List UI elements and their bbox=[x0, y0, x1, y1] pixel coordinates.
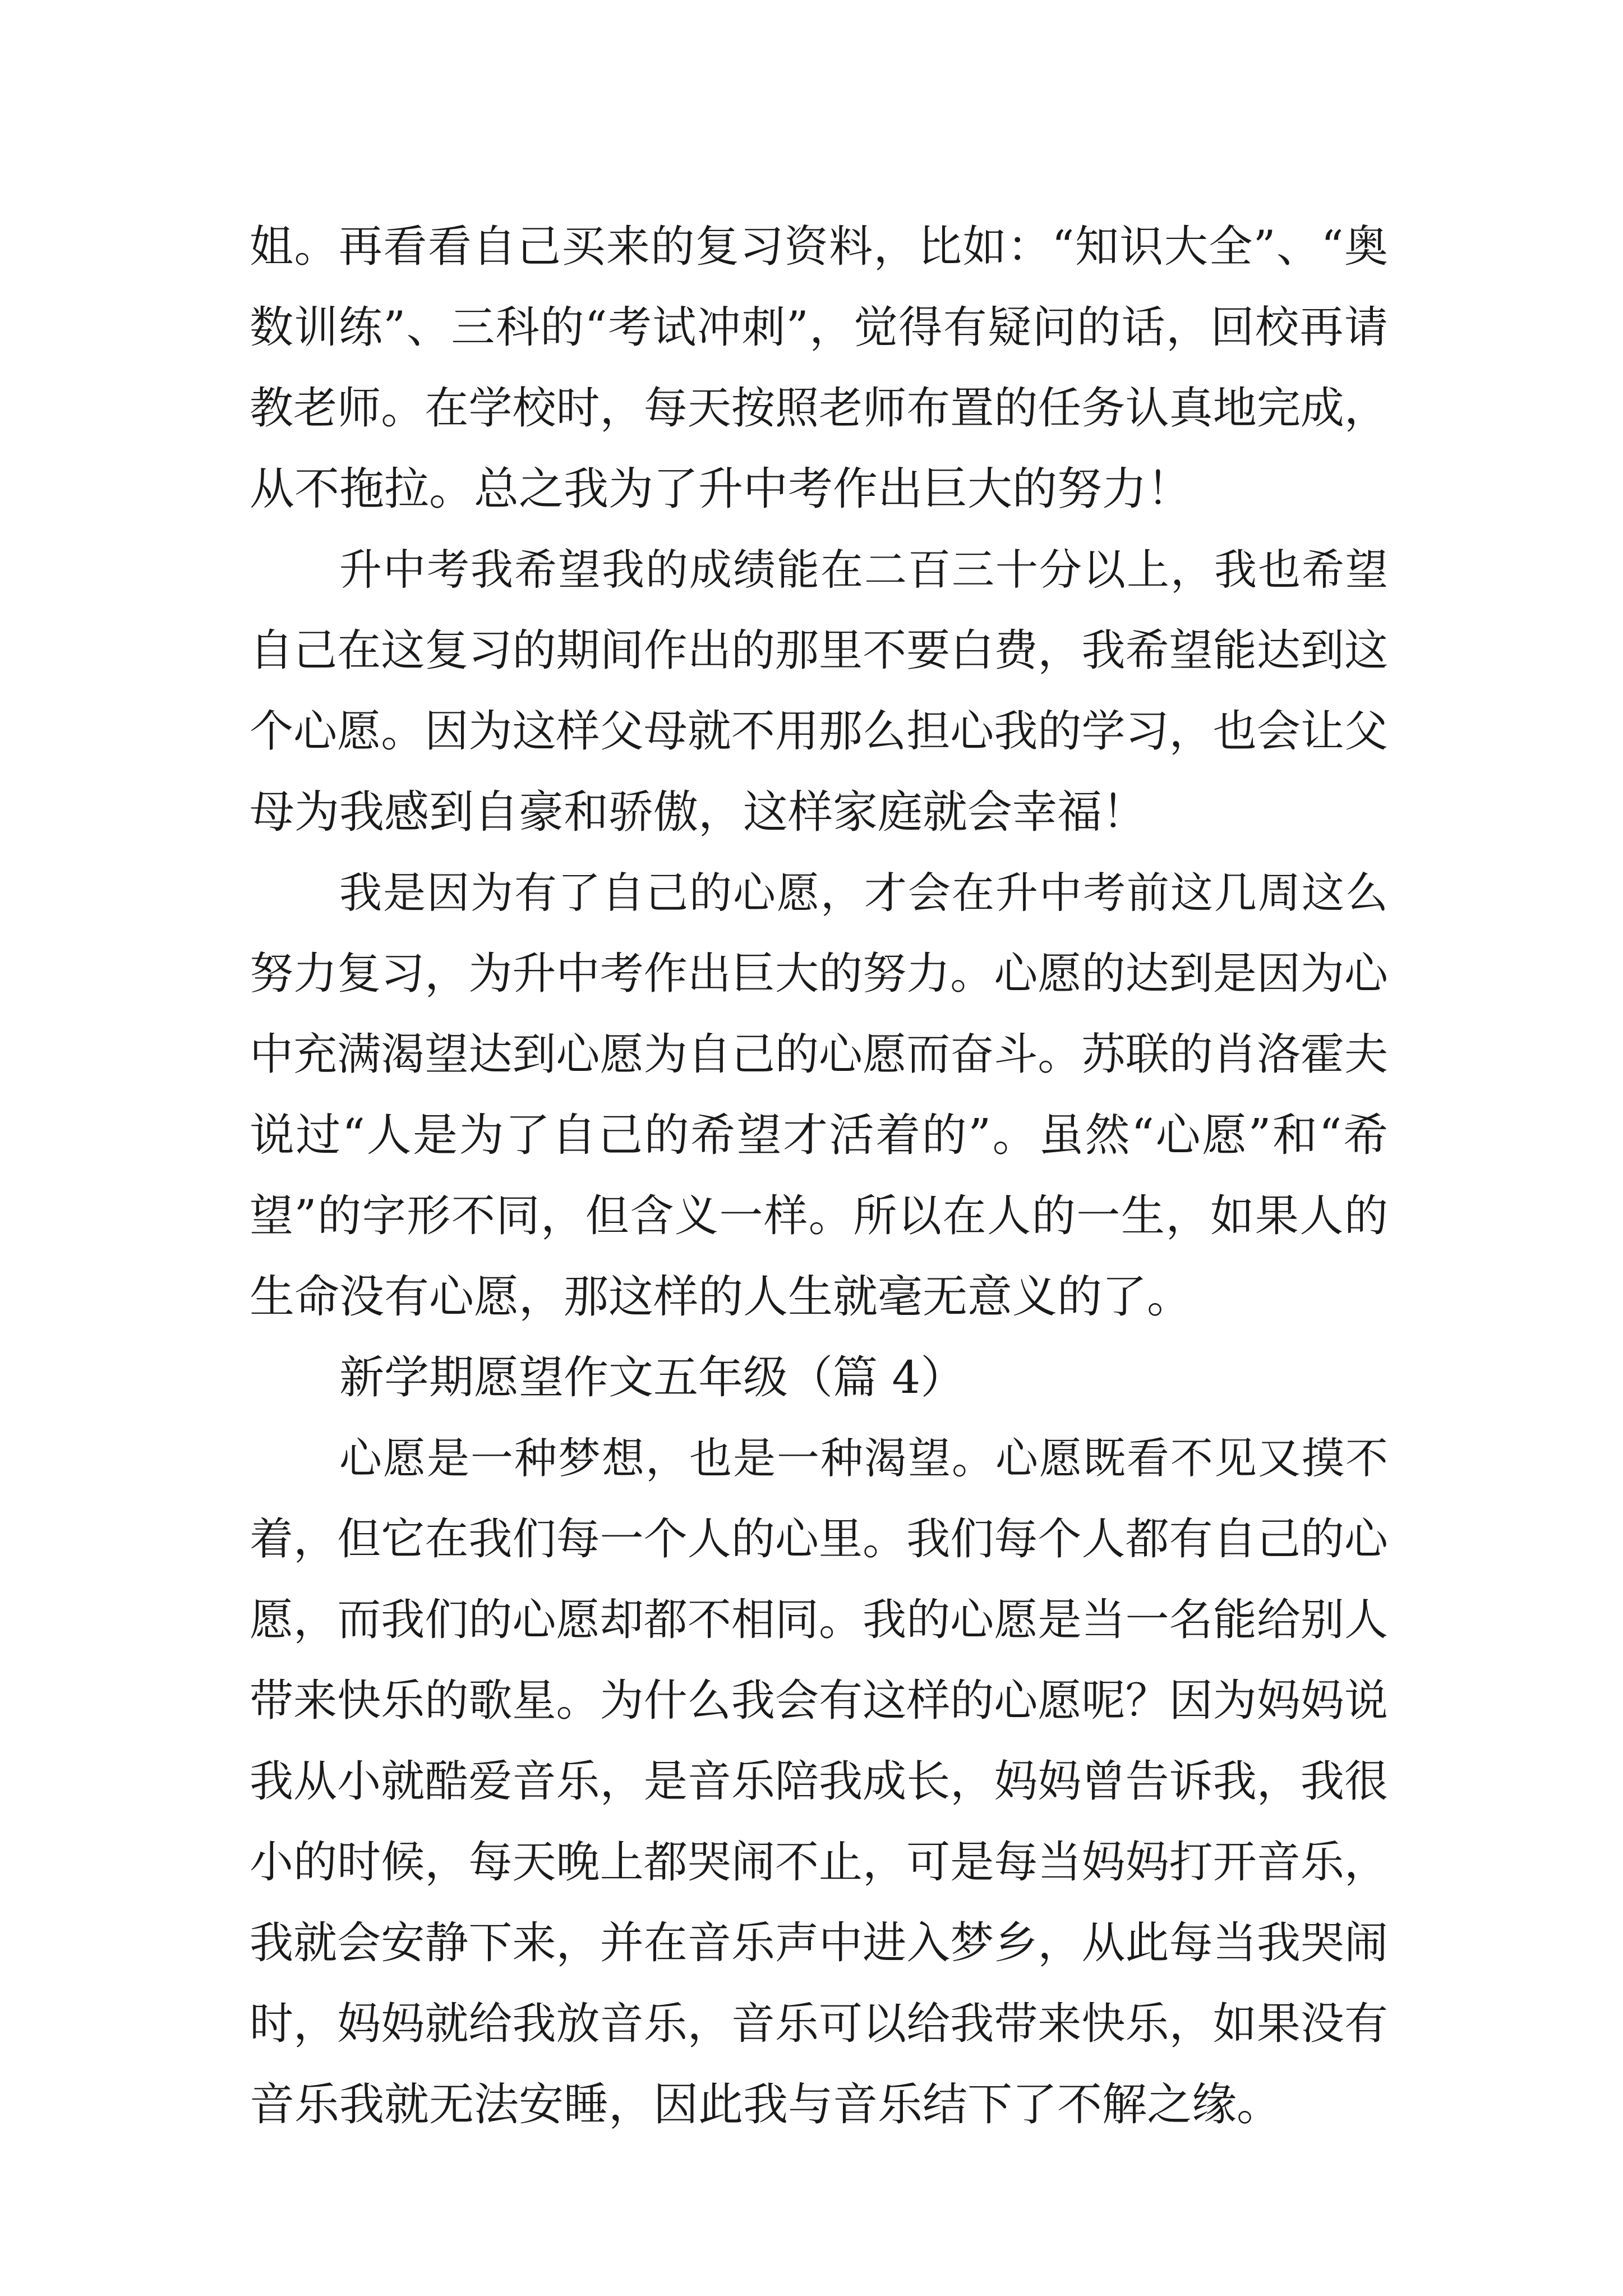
text-line: 自己在这复习的期间作出的那里不要白费，我希望能达到这 bbox=[250, 625, 1388, 676]
paragraph-first-line: 我是因为有了自己的心愿，才会在升中考前这几周这么 bbox=[339, 868, 1388, 918]
text-line: 望”的字形不同，但含义一样。所以在人的一生，如果人的 bbox=[250, 1191, 1388, 1241]
text-line: 着，但它在我们每一个人的心里。我们每个人都有自己的心 bbox=[250, 1514, 1388, 1565]
paragraph-first-line: 升中考我希望我的成绩能在二百三十分以上，我也希望 bbox=[339, 545, 1388, 595]
text-line: 教老师。在学校时，每天按照老师布置的任务认真地完成， bbox=[250, 383, 1388, 434]
paragraph-first-line: 心愿是一种梦想，也是一种渴望。心愿既看不见又摸不 bbox=[339, 1433, 1388, 1483]
text-line: 生命没有心愿，那这样的人生就毫无意义的了。 bbox=[250, 1271, 1192, 1323]
text-line: 从不拖拉。总之我为了升中考作出巨大的努力！ bbox=[250, 463, 1192, 515]
text-line: 母为我感到自豪和骄傲，这样家庭就会幸福！ bbox=[250, 786, 1147, 838]
text-line: 姐。再看看自己买来的复习资料，比如：“知识大全”、“奥 bbox=[250, 222, 1388, 272]
text-line: 愿，而我们的心愿却都不相同。我的心愿是当一名能给别人 bbox=[250, 1595, 1388, 1645]
text-line: 带来快乐的歌星。为什么我会有这样的心愿呢？因为妈妈说 bbox=[250, 1676, 1388, 1726]
text-line: 努力复习，为升中考作出巨大的努力。心愿的达到是因为心 bbox=[250, 949, 1388, 999]
text-line: 时，妈妈就给我放音乐，音乐可以给我带来快乐，如果没有 bbox=[250, 1999, 1388, 2049]
text-line: 音乐我就无法安睡，因此我与音乐结下了不解之缘。 bbox=[250, 2078, 1281, 2131]
section-heading: 新学期愿望作文五年级（篇 4） bbox=[339, 1351, 966, 1404]
body-text bbox=[250, 206, 1388, 2145]
text-line: 说过“人是为了自己的希望才活着的”。虽然“心愿”和“希 bbox=[250, 1109, 1388, 1161]
text-line: 个心愿。因为这样父母就不用那么担心我的学习，也会让父 bbox=[250, 706, 1388, 757]
text-line: 中充满渴望达到心愿为自己的心愿而奋斗。苏联的肖洛霍夫 bbox=[250, 1029, 1388, 1080]
text-line: 小的时候，每天晚上都哭闹不止，可是每当妈妈打开音乐， bbox=[250, 1837, 1388, 1888]
text-line: 数训练”、三科的“考试冲刺”，觉得有疑问的话，回校再请 bbox=[250, 302, 1388, 353]
text-line: 我就会安静下来，并在音乐声中进入梦乡，从此每当我哭闹 bbox=[250, 1918, 1388, 1968]
text-line: 我从小就酷爱音乐，是音乐陪我成长，妈妈曾告诉我，我很 bbox=[250, 1756, 1388, 1807]
